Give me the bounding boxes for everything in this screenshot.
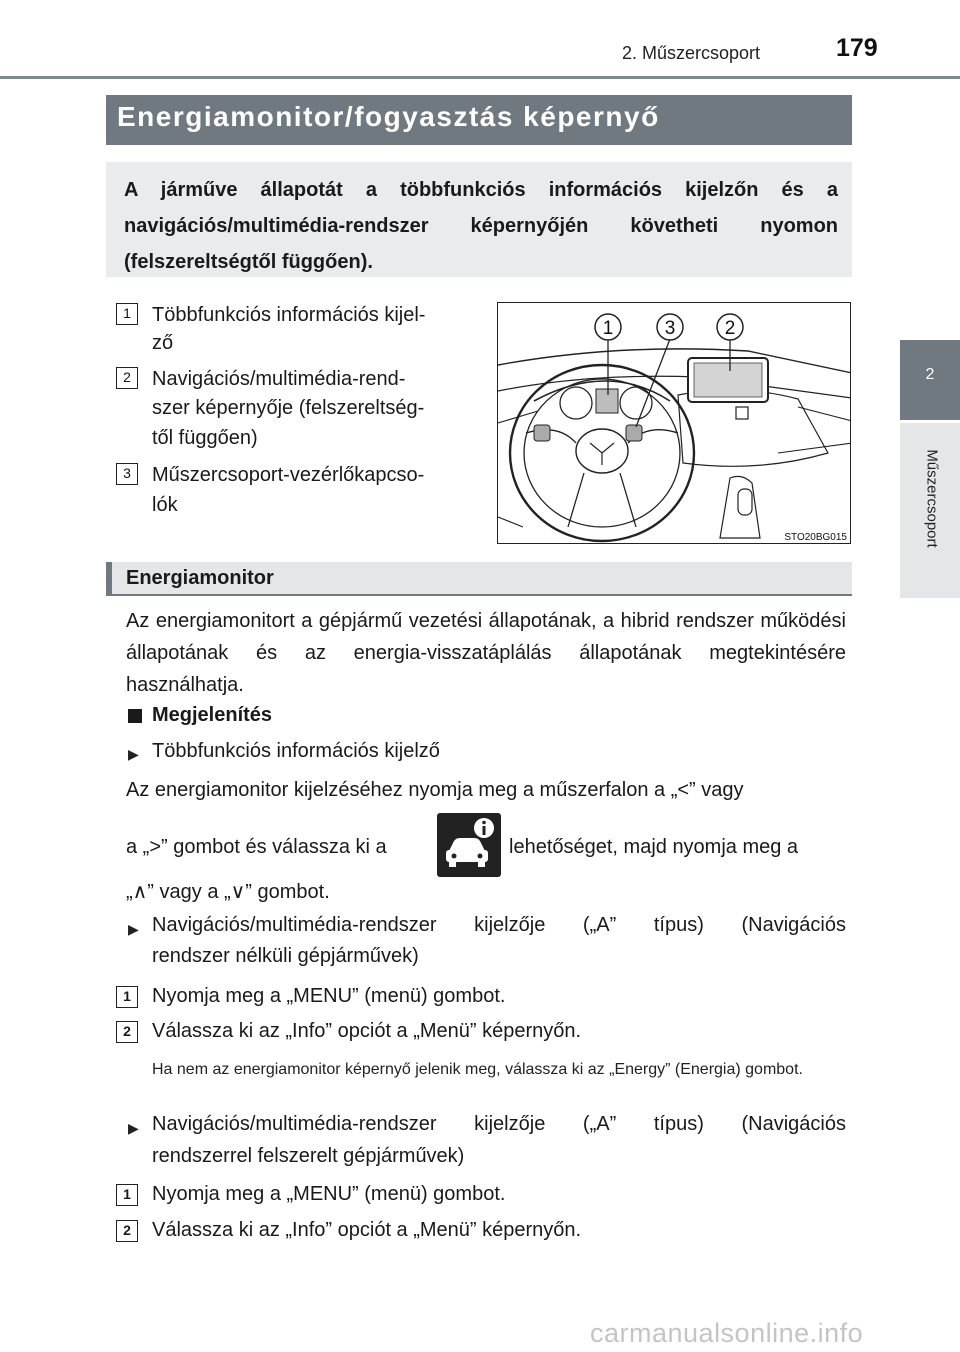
legend-badge-2: 2 — [116, 367, 138, 389]
instruction-line-2a: a „>” gombot és válassza ki a — [126, 836, 387, 858]
legend-badge-3: 3 — [116, 463, 138, 485]
step-select-info: Válassza ki az „Info” opciót a „Menü” képernyőn. — [152, 1020, 582, 1042]
step-select-info: Válassza ki az „Info” opciót a „Menü” képernyőn. — [152, 1219, 582, 1241]
subheading-title: Energiamonitor — [126, 567, 274, 589]
header-divider — [0, 76, 960, 79]
watermark: carmanualsonline.info — [590, 1318, 864, 1348]
step-badge: 2 — [116, 1220, 138, 1242]
triangle-right-icon: ▶ — [128, 746, 139, 762]
nav-no-navigation-line-1: Navigációs/multimédia-rendszer kijelzője („A” típus) (Navigációs — [152, 914, 846, 936]
triangle-right-icon: ▶ — [128, 921, 139, 937]
dashboard-illustration — [497, 302, 851, 544]
car-info-icon — [437, 813, 501, 877]
step-badge: 1 — [116, 1184, 138, 1206]
side-tab-label: Műszercsoport — [923, 449, 941, 548]
callout-1: 1 — [602, 318, 614, 339]
side-tab-number: 2 — [925, 366, 935, 383]
page-number: 179 — [836, 34, 878, 62]
legend-item-2-line-1: Navigációs/multimédia-rend- — [152, 368, 406, 390]
intro-text: A járműve állapotát a többfunkciós információs kijelzőn és a navigációs/multimédia-rendszer képernyőjén követheti nyomon (felszereltségtől függően). — [124, 179, 838, 273]
dashboard-drawing — [498, 303, 851, 544]
legend-item-2-line-2: szer képernyője (felszereltség- — [152, 397, 425, 419]
callout-3: 3 — [664, 318, 676, 339]
energy-note: Ha nem az energiamonitor képernyő jelenik meg, válassza ki az „Energy” (Energia) gombot. — [152, 1061, 803, 1078]
callout-2: 2 — [724, 318, 736, 339]
subheading-marker — [106, 562, 112, 596]
legend-item-3-line-1: Műszercsoport-vezérlőkapcso- — [152, 464, 425, 486]
step-badge: 1 — [116, 986, 138, 1008]
instruction-line-1: Az energiamonitor kijelzéséhez nyomja meg a műszerfalon a „<” vagy — [126, 779, 744, 801]
triangle-right-icon: ▶ — [128, 1120, 139, 1136]
nav-with-navigation-line-2: rendszerrel felszerelt gépjárművek) — [152, 1145, 465, 1167]
instruction-line-2b: lehetőséget, majd nyomja meg a — [509, 836, 799, 858]
illustration-code: STO20BG015 — [784, 532, 847, 543]
energy-monitor-intro: Az energiamonitort a gépjármű vezetési állapotának, a hibrid rendszer működési állapotának és az energia-visszatáplálás állapotának megtekintésére használhatja. — [126, 610, 846, 696]
section-marker-display: Megjelenítés — [152, 704, 273, 726]
step-press-menu: Nyomja meg a „MENU” (menü) gombot. — [152, 985, 506, 1007]
legend-item-1-line-2: ző — [152, 332, 174, 354]
legend-badge-1: 1 — [116, 303, 138, 325]
instruction-line-3: „∧” vagy a „∨” gombot. — [126, 881, 330, 903]
legend-item-1-line-1: Többfunkciós információs kijel- — [152, 304, 426, 326]
running-header-section: 2. Műszercsoport — [622, 43, 761, 63]
legend-item-2-line-3: től függően) — [152, 427, 258, 449]
nav-no-navigation-line-2: rendszer nélküli gépjárművek) — [152, 945, 419, 967]
step-press-menu: Nyomja meg a „MENU” (menü) gombot. — [152, 1183, 506, 1205]
legend-item-3-line-2: lók — [152, 494, 178, 516]
arrow-item-mid: Többfunkciós információs kijelző — [152, 740, 440, 762]
nav-with-navigation-line-1: Navigációs/multimédia-rendszer kijelzője („A” típus) (Navigációs — [152, 1113, 846, 1135]
section-title: Energiamonitor/fogyasztás képernyő — [117, 101, 660, 132]
black-square-icon — [128, 709, 142, 723]
step-badge: 2 — [116, 1021, 138, 1043]
